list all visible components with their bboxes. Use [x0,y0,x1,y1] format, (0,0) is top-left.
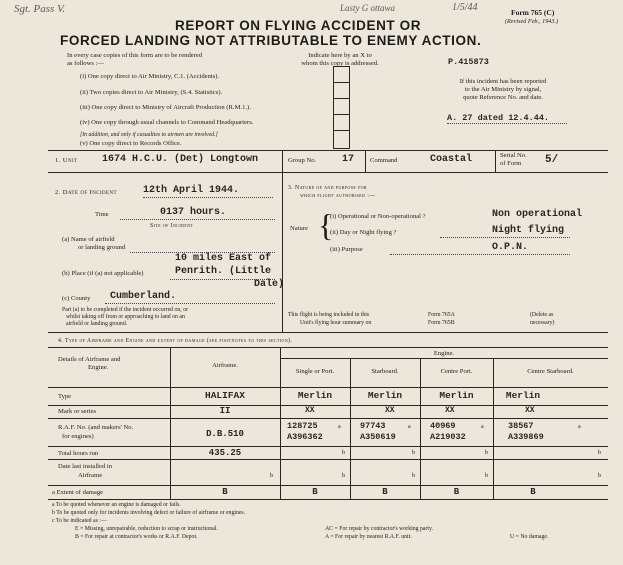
part-a-note-1: Part (a) to be completed if the incident occurred on, or [62,307,189,313]
summary-note-2: Unit's flying hour summary on [300,320,372,326]
margin-note-left: Sgt. Pass V. [14,3,66,15]
nature-question-1: (i) Operational or Non-operational ? [330,213,426,220]
row-type-airframe: HALIFAX [205,390,245,401]
summary-note-1: This flight is being included in this [288,312,370,318]
delete-note-2: necessary) [530,320,555,326]
damage-heading: 4. Type of Airframe and Engine and extent of damage (see footnotes to this section). [58,338,293,344]
marker-b-4: b [598,450,601,456]
row-hours-airframe: 435.25 [208,448,242,458]
time-value: 0137 hours. [160,207,227,218]
county-value: Cumberland. [110,291,177,302]
marker-b-6: b [342,473,345,479]
county-label: (c) County [62,295,91,302]
row-damage-airframe: B [222,487,228,497]
copy-item-1: (i) One copy direct to Air Ministry, C.1. (Accidents). [80,73,220,80]
signal-note-1: If this incident has been reported [459,78,547,85]
nature-question-2: (ii) Day or Night flying ? [330,229,397,236]
marker-a-3: a [481,424,484,430]
indicate-note-1: Indicate here by an X to [308,52,372,59]
group-label: Group No. [288,157,317,164]
footnote-ac: AC = For repair by contractor's working party. [325,526,433,532]
footnote-b: b To be quoted only for incidents involving defect or failure of airframe or engines. [52,510,246,516]
row-mark-engine-3: XX [445,406,455,415]
row-rafno-label-2: for engines) [62,433,94,440]
marker-b-9: b [598,473,601,479]
footnote-bb: B = For repair at contractor's works or R.A.F. Depot. [75,534,198,540]
nature-brace: { [318,207,334,243]
row-mark-engine-1: XX [305,406,315,415]
page-title-line-2: FORCED LANDING NOT ATTRIBUTABLE TO ENEMY ACTION. [60,33,482,48]
airfield-label-1: (a) Name of airfield [62,236,115,243]
row-installed-label-2: Airframe [78,472,103,479]
footnote-u: U = No damage. [510,534,549,540]
indicate-note-2: whom this copy is addressed. [301,60,379,67]
place-value-3: Dale) [254,279,285,290]
form-number: Form 765 (C) [511,8,555,17]
footnote-e: E = Missing, unrepairable, reduction to scrap or instructional. [75,526,218,532]
row-type-engine-2: Merlin [367,390,403,401]
date-value: 12th April 1944. [143,185,240,196]
row-rafno-engine-4: 38567 [508,421,534,431]
copy-checkbox-5[interactable] [333,130,350,149]
row-damage-engine-1: B [312,487,318,497]
nature-heading-2: which flight authorised :— [300,193,376,199]
marker-a-2: a [408,424,411,430]
marker-b-7: b [412,473,415,479]
row-rafno-engine-3b: A219032 [430,432,466,442]
time-label: Time [95,211,109,218]
row-damage-engine-3: B [453,487,460,497]
delete-note-1: (Delete as [530,312,554,318]
copy-checkbox-1[interactable] [333,66,350,83]
footnote-c: c To be indicated as :— [52,518,107,524]
copy-item-5: (v) One copy direct to Records Office. [80,140,182,147]
copies-intro-1: In every case copies of this form are to be rendered [67,52,203,59]
summary-form-b: Form 765B [428,320,455,326]
col-details-2: Engine. [88,364,109,371]
command-label: Command [370,157,398,164]
signal-note-2: to the Air Ministry by signal, [464,86,542,93]
row-damage-engine-4: B [530,487,536,497]
row-damage-engine-2: B [382,487,388,497]
row-type-engine-3: Merlin [439,390,474,401]
col-engine-centre-port: Centre Port. [440,368,473,375]
row-rafno-airframe: D.B.510 [206,429,244,439]
place-value-1: 10 miles East of [175,253,272,264]
serial-label-2: of Form [500,160,522,167]
copy-checkbox-3[interactable] [333,98,350,115]
row-mark-engine-4: XX [525,406,535,415]
summary-form-a: Form 765A [428,312,455,318]
row-mark-airframe: II [219,406,231,416]
site-label: Site of Incident [150,223,194,229]
serial-label-1: Serial No. [500,152,527,159]
footnote-aa: A = For repair by nearest R.A.F. unit. [325,534,412,540]
airfield-label-2: or landing ground [78,244,126,251]
marker-b-1: b [342,450,345,456]
row-type-label: Type [58,393,72,400]
copy-item-3: (iii) One copy direct to Ministry of Aircraft Production (R.M.1.). [80,104,251,111]
row-installed-label-1: Date last installed in [58,463,113,470]
row-rafno-engine-3: 40969 [430,421,456,431]
marker-b-3: b [485,450,488,456]
margin-note-date: 1/5/44 [452,2,478,13]
nature-question-3: (iii) Purpose [330,246,363,253]
unit-value: 1674 H.C.U. (Det) Longtown [102,154,259,165]
row-mark-engine-2: XX [385,406,395,415]
nature-label: Nature [290,225,308,232]
marker-a-1: a [338,424,341,430]
margin-note-right: Lasty G ottawa [340,3,396,13]
row-hours-label: Total hours run [58,450,99,457]
page-title-line-1: REPORT ON FLYING ACCIDENT OR [175,18,422,33]
copies-intro-2: as follows :— [67,60,104,67]
copy-item-note: [In addition, and only if casualties to airmen are involved.] [80,132,218,138]
row-mark-label: Mark or series [58,408,97,415]
nature-answer-1: Non operational [492,209,583,220]
row-damage-label: a Extent of damage [52,489,104,496]
part-a-note-2: whilst taking off from or approaching to land on an [66,314,185,320]
row-type-engine-1: Merlin [297,390,333,401]
marker-b-2: b [412,450,415,456]
serial-value: 5/ [545,154,559,166]
col-engine: Engine. [433,350,455,357]
row-type-engine-4: Merlin [505,390,541,401]
row-rafno-engine-2b: A350619 [360,432,396,442]
footnote-a: a To be quoted whenever an engine is damaged or fails. [52,502,181,508]
col-engine-starboard: Starboard. [371,368,399,375]
row-rafno-engine-1: 128725 [287,421,318,431]
date-label: 2. Date of Incident [55,189,117,196]
col-details-1: Details of Airframe and [58,356,121,363]
col-airframe: Airframe. [212,362,238,369]
place-value-2: Penrith. (Little [175,266,272,277]
unit-label: 1. Unit [55,157,78,164]
part-a-note-3: airfield or landing ground. [66,321,128,327]
copy-checkbox-2[interactable] [333,82,350,99]
place-label: (b) Place (if (a) not applicable) [62,270,144,277]
marker-a-4: a [578,424,581,430]
form-revised: (Revised Feb., 1943.) [505,18,559,25]
row-rafno-engine-2: 97743 [360,421,386,431]
copy-item-4: (iv) One copy through usual channels to Command Headquarters. [80,119,254,126]
nature-heading-1: 3. Nature of and purpose for [288,185,367,191]
signal-note-3: quote Reference No. and date. [463,94,543,101]
copy-item-2: (ii) Two copies direct to Air Ministry, (S.4. Statistics). [80,89,223,96]
nature-answer-3: O.P.N. [492,242,529,253]
row-rafno-engine-1b: A396362 [287,432,323,442]
command-value: Coastal [430,154,473,165]
row-rafno-engine-4b: A339869 [508,432,544,442]
nature-answer-2: Night flying [492,225,565,236]
row-rafno-label-1: R.A.F. No. (and makers' No. [58,424,134,431]
group-value: 17 [342,154,355,165]
marker-b-8: b [485,473,488,479]
signal-reference: A. 27 dated 12.4.44. [447,113,550,123]
col-engine-single-port: Single or Port. [295,368,335,375]
col-engine-centre-starboard: Centre Starboard. [527,368,574,375]
copy-checkbox-4[interactable] [333,114,350,131]
marker-b-5: b [270,473,273,479]
form-reference: P.415873 [448,57,489,67]
